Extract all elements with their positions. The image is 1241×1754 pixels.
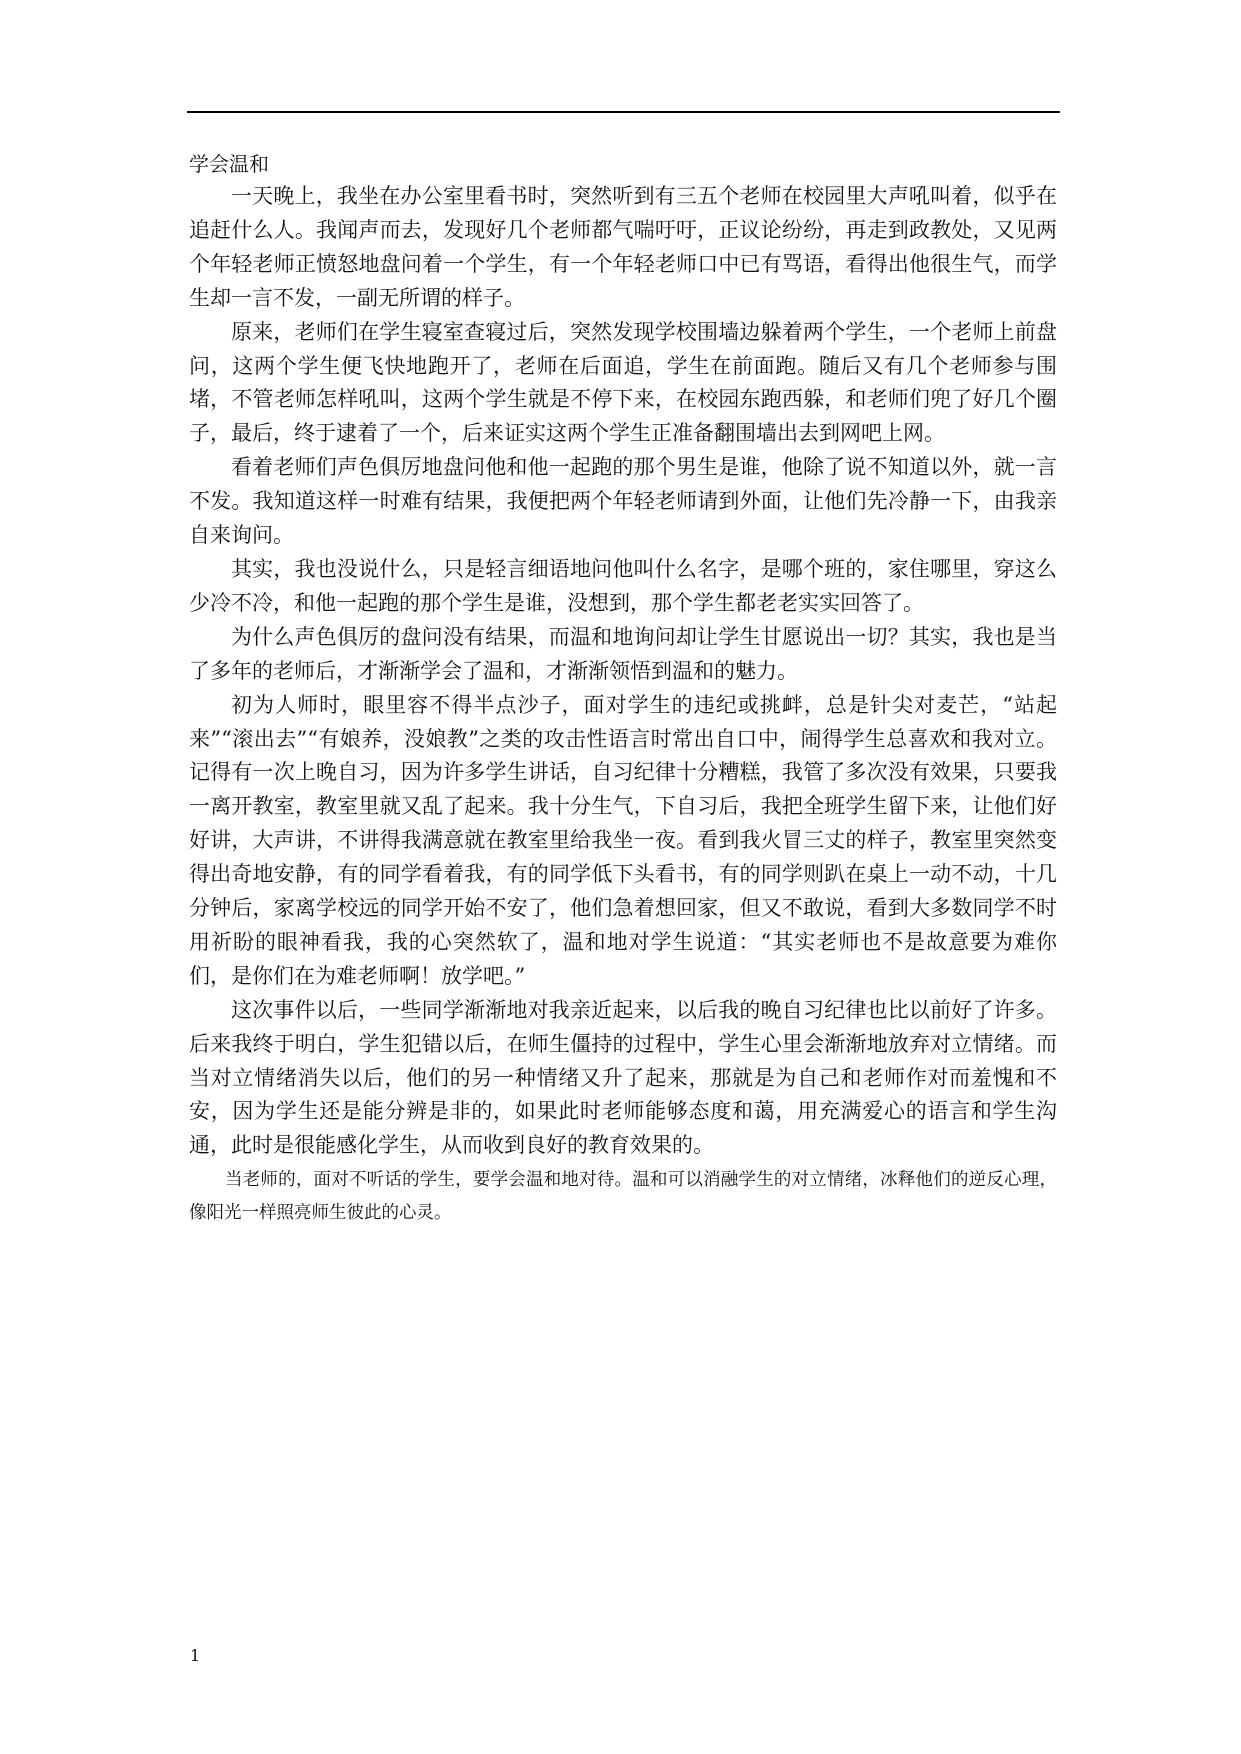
paragraph-6: 初为人师时，眼里容不得半点沙子，面对学生的违纪或挑衅，总是针尖对麦芒，“站起来”“滚出去”“有娘养，没娘教”之类的攻击性语言时常出自口中，闹得学生总喜欢和我对立。记得有一次上晚自习，因为许多学生讲话，自习纪律十分糟糕，我管了多次没有效果，只要我一离开教室，教室里就又乱了起来。我十分生气，下自习后，我把全班学生留下来，让他们好好讲，大声讲，不讲得我满意就在教室里给我坐一夜。看到我火冒三丈的样子，教室里突然变得出奇地安静，有的同学看着我，有的同学低下头看书，有的同学则趴在桌上一动不动，十几分钟后，家离学校远的同学开始不安了，他们急着想回家，但又不敢说，看到大多数同学不时用祈盼的眼神看我，我的心突然软了，温和地对学生说道：“其实老师也不是故意要为难你们，是你们在为难老师啊！放学吧。” bbox=[189, 692, 1057, 988]
paragraph-5: 为什么声色俱厉的盘问没有结果，而温和地询问却让学生甘愿说出一切？其实，我也是当了多年的老师后，才渐渐学会了温和，才渐渐领悟到温和的魅力。 bbox=[189, 624, 1057, 683]
document-body bbox=[189, 148, 1057, 1230]
paragraph-3: 看着老师们声色俱厉地盘问他和他一起跑的那个男生是谁，他除了说不知道以外，就一言不发。我知道这样一时难有结果，我便把两个年轻老师请到外面，让他们先冷静一下，由我亲自来询问。 bbox=[189, 455, 1057, 548]
paragraph-4: 其实，我也没说什么，只是轻言细语地问他叫什么名字，是哪个班的，家住哪里，穿这么少冷不冷，和他一起跑的那个学生是谁，没想到，那个学生都老老实实回答了。 bbox=[189, 556, 1057, 615]
closing-paragraph: 当老师的，面对不听话的学生，要学会温和地对待。温和可以消融学生的对立情绪，冰释他们的逆反心理，像阳光一样照亮师生彼此的心灵。 bbox=[189, 1170, 1057, 1224]
document-title: 学会温和 bbox=[189, 152, 269, 176]
paragraph-2: 原来，老师们在学生寝室查寝过后，突然发现学校围墙边躲着两个学生，一个老师上前盘问，这两个学生便飞快地跑开了，老师在后面追，学生在前面跑。随后又有几个老师参与围堵，不管老师怎样吼叫，这两个学生就是不停下来，在校园东跑西躲，和老师们兜了好几个圈子，最后，终于逮着了一个，后来证实这两个学生正准备翻围墙出去到网吧上网。 bbox=[189, 319, 1057, 446]
paragraph-7: 这次事件以后，一些同学渐渐地对我亲近起来，以后我的晚自习纪律也比以前好了许多。后来我终于明白，学生犯错以后，在师生僵持的过程中，学生心里会渐渐地放弃对立情绪。而当对立情绪消失以后，他们的另一种情绪又升了起来，那就是为自己和老师作对而羞愧和不安，因为学生还是能分辨是非的，如果此时老师能够态度和蔼，用充满爱心的语言和学生沟通，此时是很能感化学生，从而收到良好的教育效果的。 bbox=[189, 997, 1057, 1158]
header-rule bbox=[187, 111, 1060, 113]
page-number: 1 bbox=[190, 1646, 201, 1665]
paragraph-1: 一天晚上，我坐在办公室里看书时，突然听到有三五个老师在校园里大声吼叫着，似乎在追赶什么人。我闻声而去，发现好几个老师都气喘吁吁，正议论纷纷，再走到政教处，又见两个年轻老师正愤怒地盘问着一个学生，有一个年轻老师口中已有骂语，看得出他很生气，而学生却一言不发，一副无所谓的样子。 bbox=[189, 184, 1057, 310]
